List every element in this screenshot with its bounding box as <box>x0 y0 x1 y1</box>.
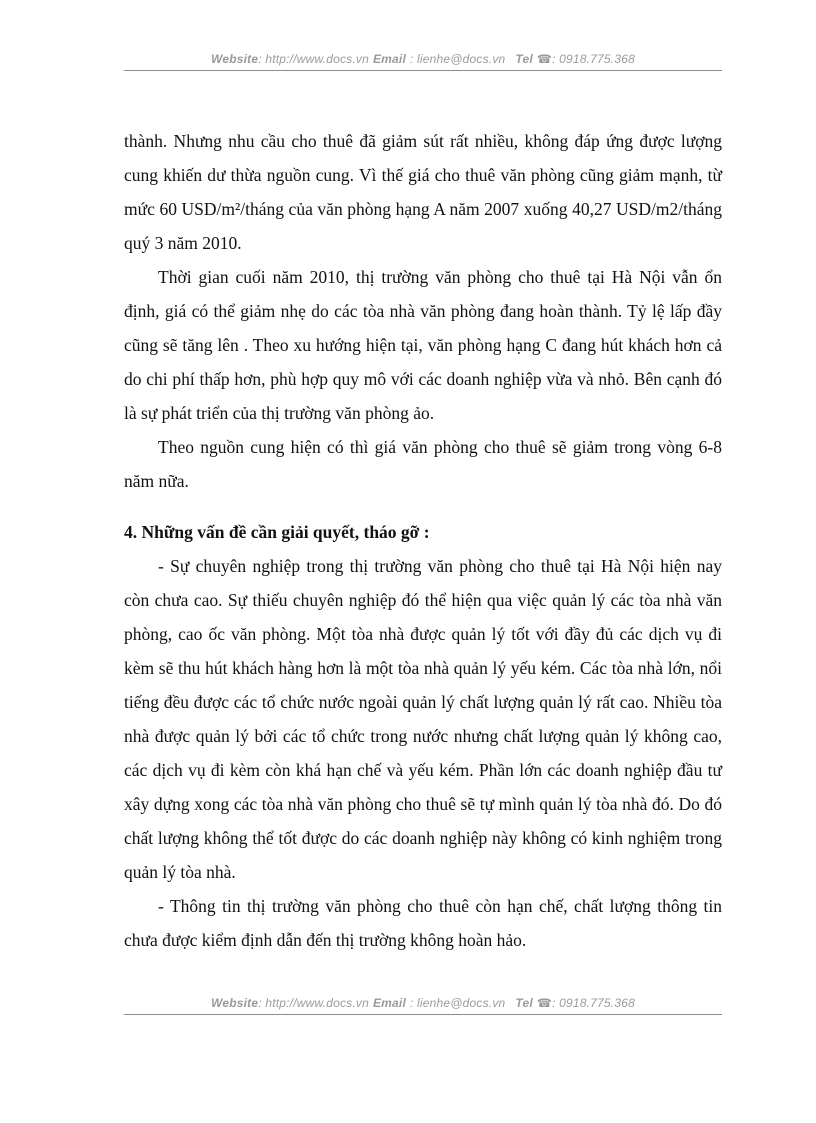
document-body <box>124 124 722 957</box>
footer-website-label: Website <box>211 996 259 1010</box>
section-title: 4. Những vấn đề cần giải quyết, tháo gỡ : <box>124 522 430 542</box>
footer-tel-value: : 0918.775.368 <box>552 996 635 1010</box>
phone-icon: ☎ <box>536 996 553 1010</box>
footer-website-value[interactable]: : http://www.docs.vn <box>258 996 369 1010</box>
page-header <box>124 52 722 66</box>
header-tel-value: : 0918.775.368 <box>552 52 635 66</box>
paragraph-market-information: - Thông tin thị trường văn phòng cho thuê còn hạn chế, chất lượng thông tin chưa được kiểm định dẫn đến thị trường không hoàn hảo. <box>124 896 722 950</box>
paragraph-professionalism: - Sự chuyên nghiệp trong thị trường văn phòng cho thuê tại Hà Nội hiện nay còn chưa cao. Sự thiếu chuyên nghiệp đó thể hiện qua việc quản lý các tòa nhà văn phòng, cao ốc văn phòng. Một tòa nhà được quản lý tốt với đầy đủ các dịch vụ đi kèm sẽ thu hút khách hàng hơn là một tòa nhà quản lý yếu kém. Các tòa nhà lớn, nổi tiếng đều được các tổ chức nước ngoài quản lý chất lượng quản lý rất cao. Nhiều tòa nhà được quản lý bởi các tổ chức trong nước nhưng chất lượng quản lý không cao, các dịch vụ đi kèm còn khá hạn chế và yếu kém. Phần lớn các doanh nghiệp đầu tư xây dựng xong các tòa nhà văn phòng cho thuê sẽ tự mình quản lý tòa nhà đó. Do đó chất lượng không thể tốt được do các doanh nghiệp này không có kinh nghiệm trong quản lý tòa nhà. <box>124 556 722 882</box>
footer-rule <box>124 1014 722 1015</box>
header-rule <box>124 70 722 71</box>
footer-email-value[interactable]: : lienhe@docs.vn <box>409 996 506 1010</box>
page-footer <box>124 996 722 1010</box>
phone-icon: ☎ <box>536 52 553 66</box>
footer-email-label: Email <box>372 996 406 1010</box>
paragraph-market-outlook: Thời gian cuối năm 2010, thị trường văn phòng cho thuê tại Hà Nội vẫn ổn định, giá có thể giảm nhẹ do các tòa nhà văn phòng đang hoàn thành. Tỷ lệ lấp đầy cũng sẽ tăng lên . Theo xu hướng hiện tại, văn phòng hạng C đang hút khách hơn cả do chi phí thấp hơn, phù hợp quy mô với các doanh nghiệp vừa và nhỏ. Bên cạnh đó là sự phát triển của thị trường văn phòng ảo. <box>124 267 722 423</box>
header-website-label: Website <box>211 52 259 66</box>
header-email-value[interactable]: : lienhe@docs.vn <box>409 52 506 66</box>
paragraph-price-forecast: Theo nguồn cung hiện có thì giá văn phòng cho thuê sẽ giảm trong vòng 6-8 năm nữa. <box>124 437 722 491</box>
header-tel-label: Tel <box>515 52 533 66</box>
paragraph-continuation: thành. Nhưng nhu cầu cho thuê đã giảm sút rất nhiều, không đáp ứng được lượng cung khiến dư thừa nguồn cung. Vì thế giá cho thuê văn phòng cũng giảm mạnh, từ mức 60 USD/m²/tháng của văn phòng hạng A năm 2007 xuống 40,27 USD/m2/tháng quý 3 năm 2010. <box>124 131 722 253</box>
header-website-value[interactable]: : http://www.docs.vn <box>258 52 369 66</box>
header-email-label: Email <box>372 52 406 66</box>
footer-tel-label: Tel <box>515 996 533 1010</box>
